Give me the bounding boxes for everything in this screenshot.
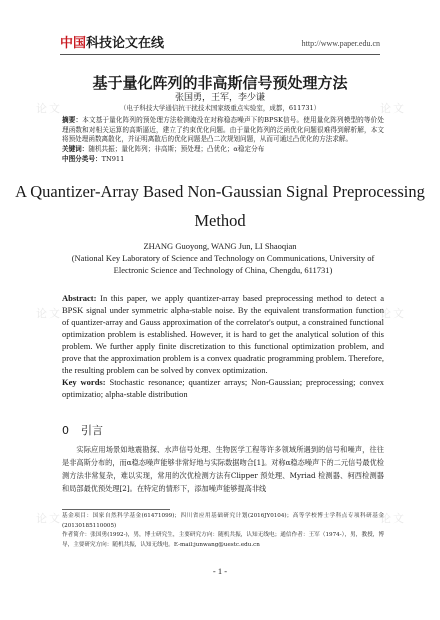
site-url[interactable]: http://www.paper.edu.cn: [301, 39, 380, 48]
watermark: 论文: [380, 307, 406, 320]
en-keywords-label: Key words:: [62, 377, 106, 387]
watermark: 论文: [380, 512, 406, 525]
en-abstract: [62, 292, 384, 376]
cn-keywords: [62, 145, 384, 155]
cn-authors: 张国勇，王军，李少谦: [174, 93, 265, 103]
intro-paragraph: 实际应用场景如地震勘探、水声信号处理、生物医学工程等许多领域所遇到的信号和噪声，往往是非高斯分布的，而α稳态噪声能够非常好地与实际数据吻合[1]。对称α稳态噪声下的二元信号最优检测方法非常复杂，难以实现，常用的次优检测方法有Clipper 预处理、Myriad 检测器、柯西检测器和局部最优预处理[2]。在特定的情形下，添加噪声能够提高非线: [62, 445, 384, 493]
watermark: 论文: [380, 102, 406, 115]
cn-abstract-label: 摘要：: [62, 116, 83, 124]
footnotes: [62, 512, 384, 550]
en-title: A Quantizer-Array Based Non-Gaussian Signal Preprocessing Method: [15, 182, 425, 230]
section-title: 引言: [81, 424, 103, 437]
cn-title: 基于量化阵列的非高斯信号预处理方法: [92, 74, 348, 92]
class-label: 中图分类号：: [62, 155, 102, 163]
en-abstract-label: Abstract:: [62, 293, 97, 303]
footnote-bio: 作者简介：张国勇(1992-)，男，博士研究生，主要研究方向：随机共振，认知无线电；通信作者：王军（1974-），男，教授，博导，主要研究方向：随机共振，认知无线电。E-mail:junwang@uestc.edu.cn: [62, 532, 384, 548]
en-keywords-text: Stochastic resonance; quantizer arrays; Non-Gaussian; preprocessing; convex optimizatio; alpha-stable distribution: [62, 377, 384, 399]
watermark: 论文: [36, 512, 62, 525]
section-number: 0: [62, 424, 69, 437]
footnote-rule: [62, 509, 170, 510]
en-affiliation: (National Key Laboratory of Science and Technology on Communications, University of Electronic Science and Technology of China, Chengdu, 611731): [71, 253, 375, 275]
section-heading: [62, 424, 103, 438]
site-logo[interactable]: [60, 36, 164, 52]
en-keywords: [62, 376, 384, 400]
en-authors: ZHANG Guoyong, WANG Jun, LI Shaoqian: [143, 241, 297, 251]
watermark: 论文: [36, 307, 62, 320]
en-abstract-text: In this paper, we apply quantizer-array based preprocessing method to detect a BPSK signal under symmetric alpha-stable noise. By the equivalent transformation function of quantizer-array and Gauss approximation of the correlator's output, a constrained functional optimization problem is established. However, it is hard to get the analytical solution of this problem. We further apply finite discretization to this functional optimization problem, and prove that the approximation problem is a convex quadratic programming problem. Therefore, the resulting problem can be solved by convex optimization.: [62, 293, 384, 375]
cn-classification: [62, 155, 384, 165]
cn-affiliation: （电子科技大学通信抗干扰技术国家级重点实验室，成都，611731）: [119, 104, 321, 112]
logo-part2: 科技论文在线: [86, 36, 165, 51]
page-number: - 1 -: [212, 566, 228, 576]
cn-abstract: [62, 116, 384, 145]
cn-abstract-text: 本文基于量化阵列的预处理方法检测淹没在对称稳态噪声下的BPSK信号。使用量化阵列模型的等价处理函数和对相关运算的高斯逼近，建立了约束优化问题。由于量化阵列的泛函优化问题很难得到解析解，本文将预处理函数离散化，并证明离散后的优化问题是凸二次规划问题，从而可通过凸优化的方法求解。: [62, 116, 384, 144]
logo-part1: 中国: [60, 36, 87, 51]
page-header: [60, 36, 380, 54]
cn-keywords-label: 关键词：: [62, 145, 89, 153]
footnote-fund: 基金项目：国家自然科学基金(61471099)；四川省应用基础研究计划(2016JY0104)；高等学校博士学科点专项科研基金(20130185110005): [62, 513, 384, 529]
cn-keywords-text: 随机共振；量化阵列；非高斯；预处理；凸优化；α稳定分布: [88, 145, 265, 153]
header-rule: [60, 54, 380, 55]
class-value: TN911: [101, 155, 125, 163]
watermark: 论文: [36, 102, 62, 115]
